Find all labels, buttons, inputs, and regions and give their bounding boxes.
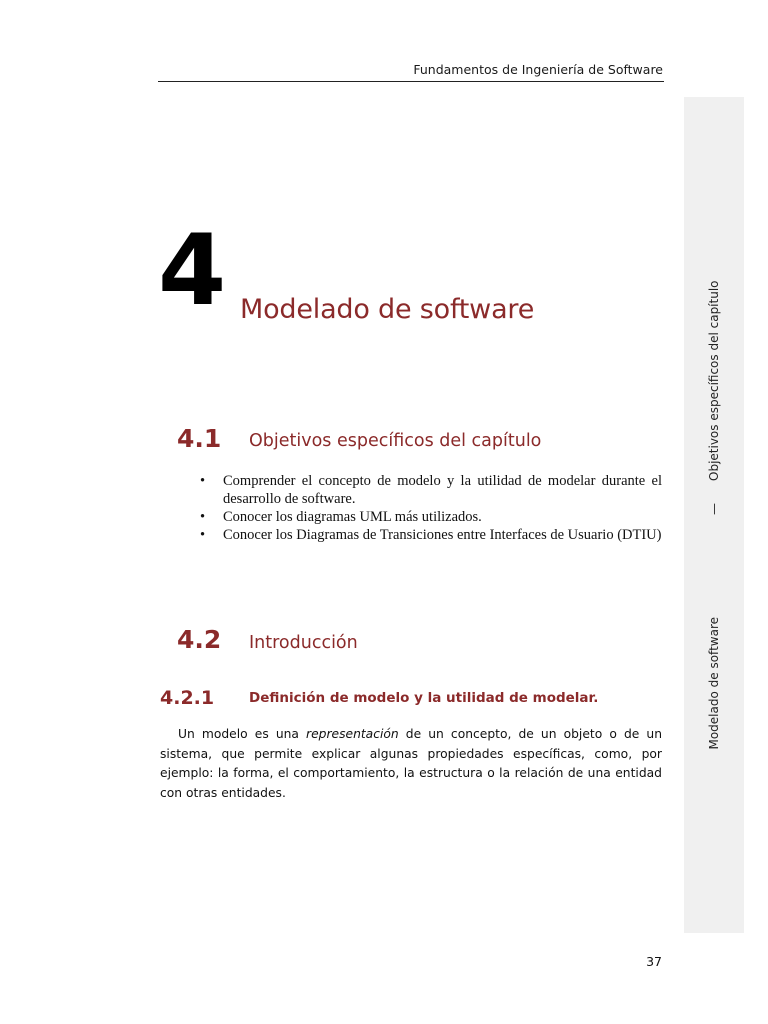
subsection-title-4-2-1: Definición de modelo y la utilidad de modelar. [249,690,599,706]
body-paragraph [160,725,662,803]
page-number: 37 [646,954,662,969]
list-item: • Conocer los Diagramas de Transiciones entre Interfaces de Usuario (DTIU) [198,526,662,544]
paragraph-start: Un modelo es una [178,727,307,741]
objectives-list [198,472,662,544]
paragraph-emphasis: representación [306,727,399,741]
side-tab-chapter: Modelado de software [707,616,721,750]
section-title-4-1: Objetivos específicos del capítulo [249,431,542,451]
header-rule [158,81,664,82]
section-number-4-2: 4.2 [177,625,222,654]
list-item: • Comprender el concepto de modelo y la utilidad de modelar durante el desarrollo de software. [198,472,662,508]
running-header: Fundamentos de Ingeniería de Software [413,62,663,77]
chapter-number: 4 [158,214,227,328]
side-tab [684,97,744,933]
paragraph-rest: de un concepto, de un objeto o de un sistema, que permite explicar algunas propiedades específicas, como, por ejemplo: la forma, el comportamiento, la estructura o la relación de una entidad con otras entidades. [160,727,662,800]
section-title-4-2: Introducción [249,633,358,653]
list-item: • Conocer los diagramas UML más utilizados. [198,508,662,526]
side-tab-separator: — [707,502,721,515]
side-tab-section: Objetivos específicos del capítulo [707,280,721,481]
side-tab-text [707,280,721,749]
section-number-4-1: 4.1 [177,424,222,453]
chapter-title: Modelado de software [240,294,535,325]
subsection-number-4-2-1: 4.2.1 [160,687,215,709]
